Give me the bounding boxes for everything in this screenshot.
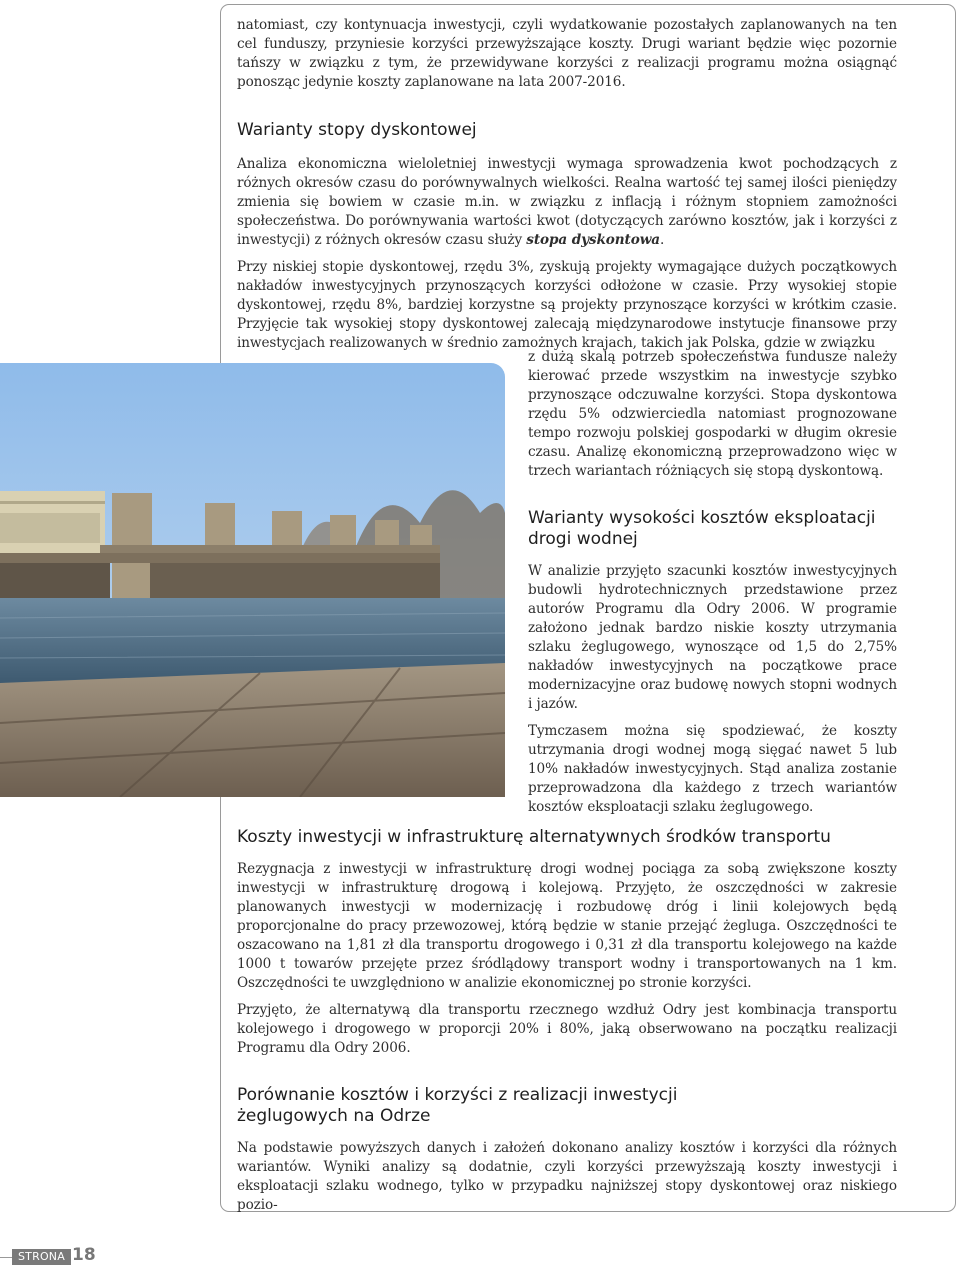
alternative-paragraph-2: Przyjęto, że alternatywą dla transportu rzecznego wzdłuż Odry jest kombinacja transportu kolejowego i drogowego w proporcji 20% i 80%, jaką obserwowano na początku realizacji Programu dla Odry 2006. [237,1002,897,1056]
discount-paragraph-2-wrap-block [528,348,897,481]
operating-paragraph-1: W analizie przyjęto szacunki kosztów inwestycyjnych budowli hydrotechnicznych przedstawione przez autorów Programu dla Odry 2006. W programie założono jednak bardzo niskie koszty utrzymania szlaku żeglugowego, wynoszące od 1,5 do 2,75% nakładów inwestycyjnych na początkowe prace modernizacyjne oraz budowę nowych stopni wodnych i jazów. [528,563,897,712]
discount-p1-text: Analiza ekonomiczna wieloletniej inwestycji wymaga sprowadzenia kwot pochodzących z różnych okresów czasu do porównywalnych wielkości. Realna wartość tej samej ilości pieniędzy zmienia się bowiem w czasie m.in. w związku z inflacją i różnym stopniem zamożności społeczeństwa. Do porównywania wartości kwot (dotyczących zarówno kosztów, jak i korzyści z inwestycji) z różnych okresów czasu służy [237,156,897,248]
discount-p1-end: . [660,232,665,248]
section-discount-rate [237,120,897,353]
section-heading-operating-costs: Warianty wysokości kosztów eksploatacji drogi wodnej [528,508,876,549]
alternative-paragraph-1: Rezygnacja z inwestycji w infrastrukturę drogi wodnej pociąga za sobą zwiększone koszty inwestycji w infrastrukturę drogową i kolejową. Przyjęto, że oszczędności w zakresie planowanych inwestycji w modernizację i rozbudowę dróg i linii kolejowych będą proporcjonalne do pracy przewozowej, którą będzie w stanie przejąć żegluga. Oszczędności te oszacowano na 1,81 zł dla transportu drogowego i 0,31 zł dla transportu kolejowego na każde 1000 t towarów przejęte przez śródlądowy transport wodny i transportowanych na 1 km. Oszczędności te uwzględniono w analizie ekonomicznej po stronie korzyści. [237,861,897,991]
comparison-paragraph-1: Na podstawie powyższych danych i założeń dokonano analizy kosztów i korzyści dla różnych wariantów. Wyniki analizy są dodatnie, czyli korzyści przewyższają koszty inwestycji i eksploatacji szlaku wodnego, tylko w przypadku najniższej stopy dyskontowej oraz niskiego pozio- [237,1140,897,1213]
intro-paragraph: natomiast, czy kontynuacja inwestycji, czyli wydatkowanie pozostałych zaplanowanych na ten cel funduszy, przyniesie korzyści przewyższające koszty. Drugi wariant będzie więc pozornie tańszy w związku z tym, że przewidywane korzyści z realizacji programu można osiągnąć ponosząc jedynie koszty zaplanowane na lata 2007-2016. [237,17,897,90]
discount-rate-emphasis: stopa dyskontowa [526,232,661,248]
dam-photo [0,363,505,797]
footer-page-label: STRONA [12,1249,71,1265]
footer-page-number: 18 [72,1245,96,1265]
operating-paragraph-2: Tymczasem można się spodziewać, że koszty utrzymania drogi wodnej mogą sięgać nawet 5 lub 10% nakładów inwestycyjnych. Stąd analiza zostanie przeprowadzona dla każdego z trzech wariantów kosztów eksploatacji szlaku żeglugowego. [528,723,897,815]
discount-paragraph-1 [237,155,897,250]
footer-rule [0,1257,12,1258]
section-heading-alternative-transport: Koszty inwestycji w infrastrukturę alternatywnych środków transportu [237,827,831,847]
discount-paragraph-2: Przy niskiej stopie dyskontowej, rzędu 3%, zyskują projekty wymagające dużych początkowych nakładów inwestycyjnych przynoszących korzyści odłożone w czasie. Przy wysokiej stopie dyskontowej, rzędu 8%, bardziej korzystne są projekty przynoszące korzyści w krótkim czasie. Przyjęcie tak wysokiej stopy dyskontowej zalecają międzynarodowe instytucje finansowe przy inwestycjach realizowanych w średnio zamożnych krajach, takich jak Polska, gdzie w związku [237,259,897,351]
discount-paragraph-2-wrap: z dużą skalą potrzeb społeczeństwa fundusze należy kierować przede wszystkim na inwestycje szybko przynoszące odczuwalne korzyści. Stopa dyskontowa rzędu 5% odzwierciedla natomiast prognozowane tempo rozwoju polskiej gospodarki w długim okresie czasu. Analizę ekonomiczną przeprowadzono więc w trzech wariantach różniących się stopą dyskontową. [528,349,897,479]
intro-paragraph-block [237,16,897,92]
section-operating-costs [528,508,897,817]
section-comparison [237,1085,897,1215]
section-alternative-transport [237,827,897,1058]
section-heading-discount-rate: Warianty stopy dyskontowej [237,120,477,140]
weir-illustration [0,363,505,797]
section-heading-comparison: Porównanie kosztów i korzyści z realizacji inwestycji żeglugowych na Odrze [237,1085,678,1126]
